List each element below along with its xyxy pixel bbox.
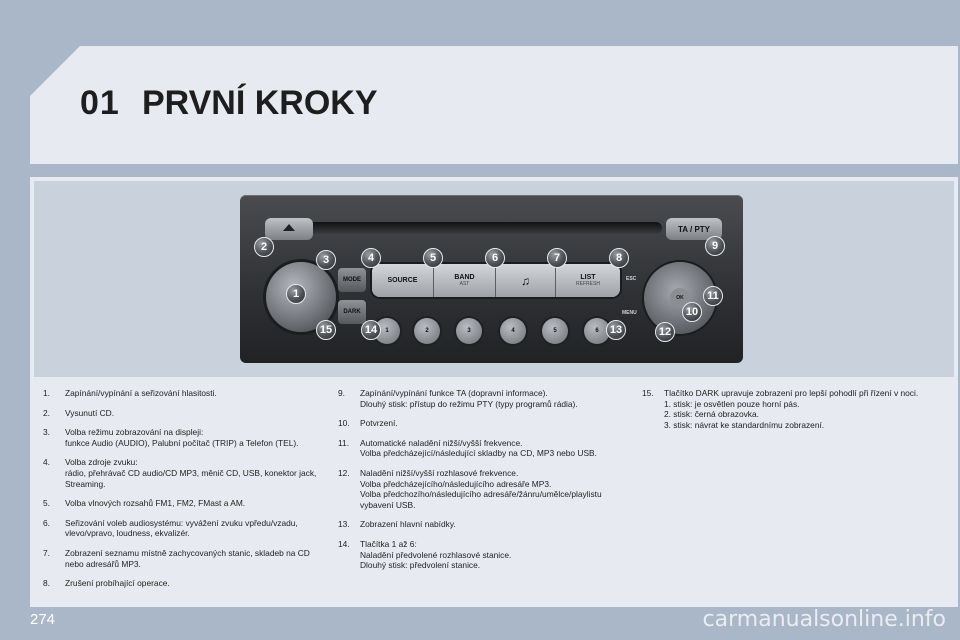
list-label: LIST: [580, 274, 596, 281]
preset-button-2[interactable]: 2: [414, 318, 440, 344]
item-number: 12.: [338, 467, 350, 478]
callout-2: 2: [254, 237, 274, 257]
callout-5: 5: [423, 248, 443, 268]
item-number: 5.: [43, 498, 50, 509]
ok-button[interactable]: OK: [670, 288, 690, 308]
description-item: [43, 457, 328, 489]
ta-pty-button[interactable]: TA / PTY: [666, 218, 722, 240]
item-text: Zobrazení seznamu místně zachycovaných stanic, skladeb na CD nebo adresářů MP3.: [65, 547, 310, 569]
menu-button[interactable]: MENU: [622, 310, 637, 316]
description-item: [43, 578, 328, 589]
item-number: 7.: [43, 547, 50, 558]
eject-button[interactable]: [265, 218, 313, 240]
item-number: 4.: [43, 457, 50, 468]
description-item: [43, 548, 328, 569]
item-number: 11.: [338, 437, 350, 448]
item-number: 8.: [43, 578, 50, 589]
item-text: Naladění nižší/vyšší rozhlasové frekvence. Volba předcházejícího/následujícího adresáře MP3. Volba předchozího/následujícího adresáře/žánru/umělce/playlistu vybavení USB.: [360, 467, 602, 510]
item-number: 14.: [338, 538, 350, 549]
item-text: Tlačítko DARK upravuje zobrazení pro lepší pohodlí při řízení v noci. 1. stisk: je osvětlen pouze horní pás. 2. stisk: černá obrazovka. 3. stisk: návrat ke standardnímu zobrazení.: [664, 388, 919, 430]
source-label: SOURCE: [387, 277, 418, 284]
item-text: Zrušení probíhající operace.: [65, 578, 170, 589]
mode-button[interactable]: MODE: [338, 268, 366, 292]
chapter-number: 01: [80, 84, 120, 122]
item-number: 13.: [338, 519, 350, 530]
main-button-bar: [372, 264, 620, 297]
preset-button-3[interactable]: 3: [456, 318, 482, 344]
callout-14: 14: [361, 320, 381, 340]
description-column-1: [43, 388, 328, 598]
callout-9: 9: [705, 236, 725, 256]
description-column-3: [642, 388, 942, 439]
cd-slot: [305, 222, 662, 234]
music-button[interactable]: [496, 264, 556, 297]
item-text: Volba zdroje zvuku: rádio, přehrávač CD audio/CD MP3, měnič CD, USB, konektor jack, Streaming.: [65, 457, 317, 489]
callout-12: 12: [655, 322, 675, 342]
description-item: [43, 518, 328, 539]
item-text: Potvrzení.: [360, 418, 398, 429]
eject-icon: [283, 224, 295, 231]
item-number: 6.: [43, 517, 50, 528]
preset-button-6[interactable]: 6: [584, 318, 610, 344]
item-text: Zapínání/vypínání a seřizování hlasitosti.: [65, 388, 217, 398]
callout-6: 6: [485, 248, 505, 268]
item-text: Volba režimu zobrazování na displeji: funkce Audio (AUDIO), Palubní počítač (TRIP) a Telefon (TEL).: [65, 427, 299, 448]
preset-button-4[interactable]: 4: [500, 318, 526, 344]
item-text: Vysunutí CD.: [65, 407, 115, 418]
music-note-icon: ♫: [521, 273, 530, 288]
callout-3: 3: [316, 250, 336, 270]
item-text: Zobrazení hlavní nabídky.: [360, 519, 456, 530]
description-column-2: [338, 388, 628, 580]
band-sublabel: AST: [459, 281, 470, 287]
source-button[interactable]: [372, 264, 434, 297]
description-item: [338, 539, 628, 571]
item-number: 2.: [43, 407, 50, 418]
description-item: [338, 418, 628, 429]
description-item: [338, 468, 628, 510]
dark-button[interactable]: DARK: [338, 300, 366, 324]
preset-button-1[interactable]: 1: [374, 318, 400, 344]
callout-11: 11: [703, 286, 723, 306]
description-item: [642, 388, 942, 430]
callout-15: 15: [316, 320, 336, 340]
preset-button-5[interactable]: 5: [542, 318, 568, 344]
item-text: Seřizování voleb audiosystému: vyvážení zvuku vpředu/vzadu, vlevo/vpravo, loudness, ekvalizér.: [65, 517, 298, 539]
description-item: [43, 408, 328, 419]
callout-8: 8: [609, 248, 629, 268]
description-item: [43, 388, 328, 399]
item-text: Tlačítka 1 až 6: Naladění předvolené rozhlasové stanice. Dlouhý stisk: předvolení stanice.: [360, 538, 512, 571]
callout-7: 7: [547, 248, 567, 268]
callout-4: 4: [361, 248, 381, 268]
item-text: Volba vlnových rozsahů FM1, FM2, FMast a AM.: [65, 498, 246, 509]
description-item: [338, 438, 628, 459]
list-sublabel: REFRESH: [576, 281, 600, 287]
item-number: 9.: [338, 388, 345, 398]
description-item: [338, 519, 628, 530]
watermark: carmanualsonline.info: [702, 607, 946, 632]
description-item: [43, 427, 328, 448]
description-item: [43, 498, 328, 509]
list-button[interactable]: [556, 264, 620, 297]
band-label: BAND: [454, 274, 475, 281]
item-number: 15.: [642, 388, 654, 398]
esc-button[interactable]: ESC: [626, 276, 637, 282]
item-number: 10.: [338, 418, 350, 429]
callout-13: 13: [606, 320, 626, 340]
item-number: 1.: [43, 388, 50, 398]
chapter-title: PRVNÍ KROKY: [142, 84, 378, 122]
callout-1: 1: [286, 284, 306, 304]
band-button[interactable]: [434, 264, 496, 297]
page-number: 274: [30, 611, 56, 628]
item-number: 3.: [43, 427, 50, 438]
callout-10: 10: [682, 302, 702, 322]
description-item: [338, 388, 628, 409]
item-text: Automatické naladění nižší/vyšší frekvence. Volba předcházející/následující skladby na CD, MP3 nebo USB.: [360, 437, 597, 459]
item-text: Zapínání/vypínání funkce TA (dopravní informace). Dlouhý stisk: přístup do režimu PTY (typy programů rádia).: [360, 388, 578, 409]
